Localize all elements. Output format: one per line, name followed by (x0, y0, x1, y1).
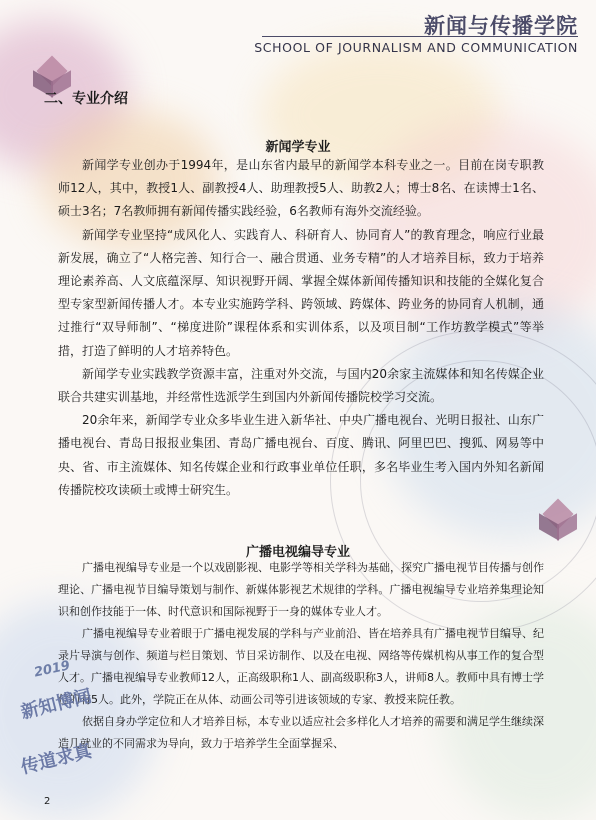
page-number: 2 (44, 796, 51, 807)
school-title-en: SCHOOL OF JOURNALISM AND COMMUNICATION (254, 40, 578, 55)
stamp-slogan: 新知博闻 (18, 685, 94, 724)
broadcast-body (58, 557, 544, 755)
paragraph: 新闻学专业创办于1994年，是山东省内最早的新闻学本科专业之一。目前在岗专职教师12人，其中，教授1人、副教授4人、助理教授5人、助教2人；博士8名、在读博士1名、硕士3名；7名教师拥有新闻传播实践经验，6名教师有海外交流经验。 (58, 158, 544, 219)
stamp-slogan: 传道求真 (18, 740, 94, 779)
stamp-year: 2019 (32, 658, 72, 681)
journalism-title: 新闻学专业 (265, 140, 331, 155)
header-divider (262, 36, 578, 37)
section-title: 二、专业介绍 (44, 91, 128, 107)
paragraph: 新闻学专业实践教学资源丰富，注重对外交流，与国内20余家主流媒体和知名传媒企业联合共建实训基地，并经常性选派学生到国内外新闻传播院校学习交流。 (58, 366, 544, 405)
broadcast-title: 广播电视编导专业 (245, 545, 350, 560)
journalism-body (58, 154, 544, 502)
paragraph: 广播电视编导专业着眼于广播电视发展的学科与产业前沿、皆在培养具有广播电视节目编导、纪录片导演与创作、频道与栏目策划、节目采访制作、以及在电视、网络等传媒机构从事工作的复合型人才。广播电视编导专业教师12人，正高级职称1人、副高级职称3人，讲师8人。教师中具有博士学位的有5人。此外，学院正在从体、动画公司等引进该领域的专家、教授来院任教。 (58, 627, 544, 706)
paragraph: 依据自身办学定位和人才培养目标，本专业以适应社会多样化人才培养的需要和满足学生继续深造几就业的不同需求为导向，致力于培养学生全面掌握采、 (58, 715, 544, 750)
paragraph: 20余年来，新闻学专业众多毕业生进入新华社、中央广播电视台、光明日报社、山东广播电视台、青岛日报报业集团、青岛广播电视台、百度、腾讯、阿里巴巴、搜狐、网易等中央、省、市主流媒体、知名传媒企业和行政事业单位任职，多名毕业生考入国内外知名新闻传播院校攻读硕士或博士研究生。 (58, 413, 544, 497)
cube-decoration (538, 505, 578, 539)
school-title-cn: 新闻与传播学院 (424, 14, 578, 38)
paragraph: 广播电视编导专业是一个以戏剧影视、电影学等相关学科为基础，探究广播电视节目传播与创作理论、广播电视节目编导策划与制作、新媒体影视艺术规律的学科。广播电视编导专业培养集理论知识和创作技能于一体、时代意识和国际视野于一身的媒体专业人才。 (58, 561, 544, 618)
paragraph: 新闻学专业坚持“成风化人、实践育人、科研育人、协同育人”的教育理念，响应行业最新发展，确立了“人格完善、知行合一、融合贯通、业务专精”的人才培养目标，致力于培养理论素养高、人文底蕴深厚、知识视野开阔、掌握全媒体新闻传播知识和技能的全媒化复合型专家型新闻传播人才。本专业实施跨学科、跨领域、跨媒体、跨业务的协同育人机制，通过推行“双导师制”、“梯度进阶”课程体系和实训体系，以及项目制“工作坊教学模式”等举措，打造了鲜明的人才培养特色。 (58, 227, 544, 358)
